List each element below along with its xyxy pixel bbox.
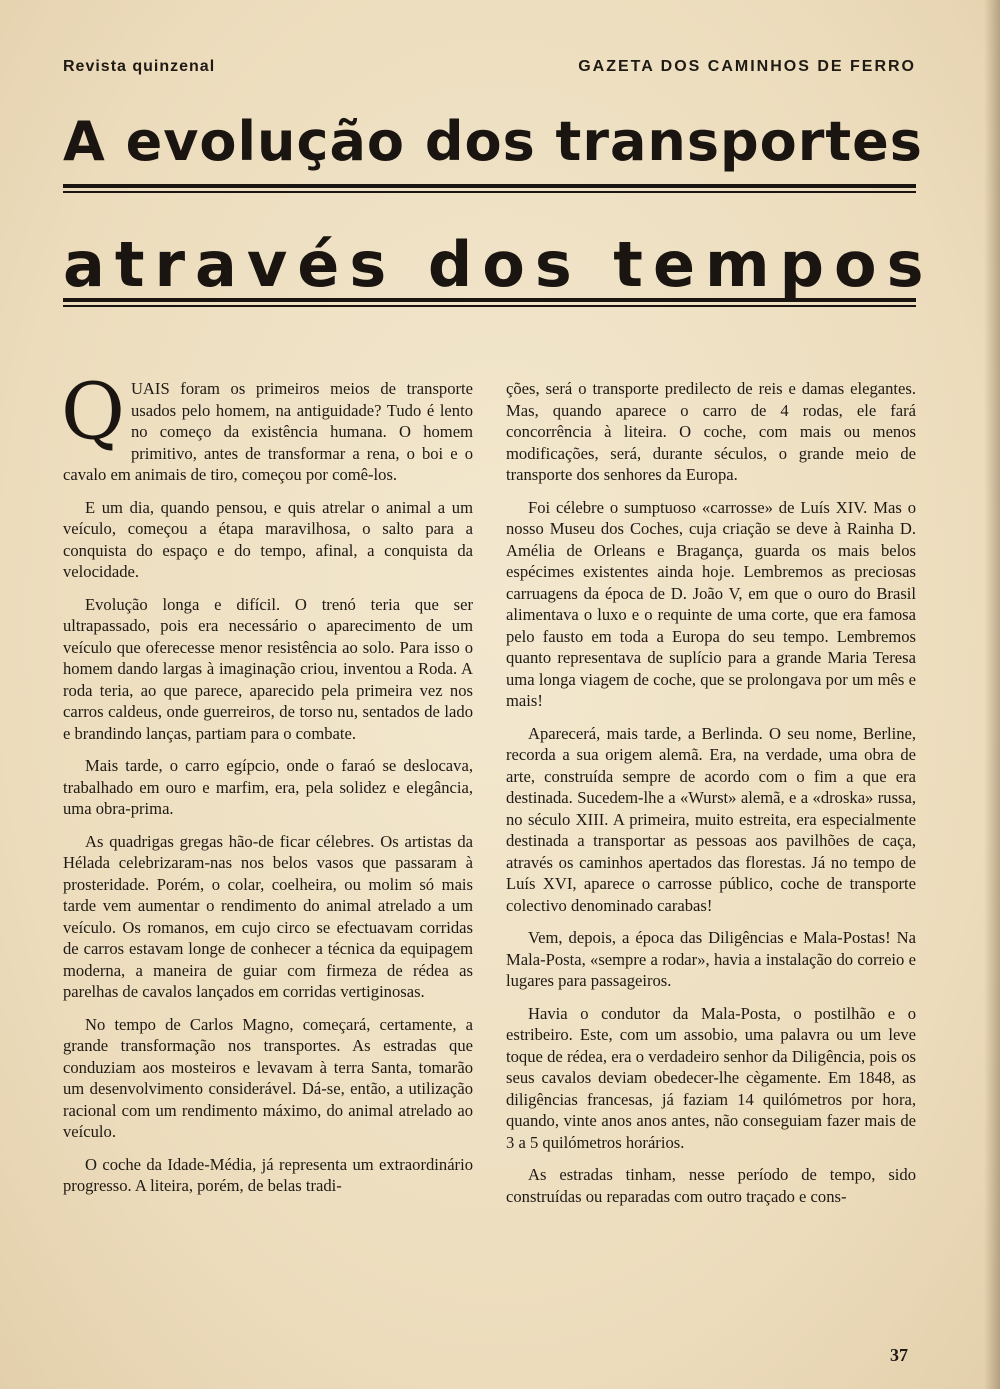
paragraph: Aparecerá, mais tarde, a Berlinda. O seu nome, Berline, recorda a sua origem alemã. Era, na verdade, uma obra de arte, construída sempre de acordo com o fim a que era destinada. Sucedem-lhe a «Wurst» alemã, e a «droska» russa, no século XIII. A primeira, muito estreita, era especialmente destinada a transportar as pessoas aos pavilhões de caça, através os caminhos apertados das florestas. Já no tempo de Luís XVI, aparece o carrosse público, coche de transporte colectivo denominado carabas! (506, 723, 916, 915)
paragraph: Mais tarde, o carro egípcio, onde o faraó se deslocava, trabalhado em ouro e marfim, era, pela solidez e elegância, uma obra-prima. (63, 756, 473, 818)
paragraph: E um dia, quando pensou, e quis atrelar o animal a um veículo, começou a étapa maravilhosa, o salto para a conquista do espaço e do tempo, afinal, a conquista da velocidade. (63, 497, 473, 581)
paragraph: As estradas tinham, nesse período de tempo, sido construídas ou reparadas com outro traçado e cons- (506, 1165, 916, 1206)
paragraph: ções, será o transporte predilecto de reis e damas elegantes. Mas, quando aparece o carro de 4 rodas, ele fará concorrência à liteira. O coche, com mais ou menos modificações, será, durante séculos, o grande meio de transporte dos senhores da Europa. (506, 379, 916, 484)
header-periodicity: Revista quinzenal (63, 58, 216, 75)
paragraph: Foi célebre o sumptuoso «carrosse» de Luís XIV. Mas o nosso Museu dos Coches, cuja criação se deve à Rainha D. Amélia de Orleans e Bragança, guarda os mais belos espécimes existentes ainda hoje. Lembremos as preciosas carruagens da época de D. João V, em que o ouro do Brasil alimentava o luxo e o requinte de uma corte, que era famosa pelo fausto em toda a Europa do seu tempo. Lembremos quanto representava de suplício para a grande Maria Teresa uma longa viagem de coche, que se prolongava por um mês e mais! (506, 497, 916, 710)
article-title-line-2: através dos tempos (63, 228, 934, 301)
title-rule-bottom (63, 298, 916, 307)
right-column (506, 378, 916, 1218)
paragraph: Vem, depois, a época das Diligências e Mala-Postas! Na Mala-Posta, «sempre a rodar», havia a instalação do correio e lugares para passageiros. (506, 928, 916, 990)
paragraph: O coche da Idade-Média, já representa um extraordinário progresso. A liteira, porém, de belas tradi- (63, 1154, 473, 1195)
paragraph: As quadrigas gregas hão-de ficar célebres. Os artistas da Hélada celebrizaram-nas nos belos vasos que passaram à prosteridade. Porém, o colar, coelheira, ou molim só mais tarde vem aumentar o rendimento do animal atrelado a um veículo. Os romanos, em cujo circo se efectuavam corridas de carros estavam longe de conhecer a técnica da equipagem moderna, a maneira de guiar com firmeza de rédea as parelhas de cavalos lançados em corridas vertiginosas. (63, 831, 473, 1001)
paragraph: QUAIS foram os primeiros meios de transporte usados pelo homem, na antiguidade? Tudo é lento no começo da existência humana. O homem primitivo, antes de transformar a rena, o boi e o cavalo em animais de tiro, começou por comê-los. (61, 367, 473, 484)
left-column (61, 367, 473, 1208)
article-title-line-1: A evolução dos transportes (63, 110, 923, 173)
page-edge-shadow (984, 0, 1000, 1389)
page-number: 37 (890, 1345, 908, 1365)
title-rule-top (63, 184, 916, 193)
running-header (63, 58, 916, 80)
paragraph: No tempo de Carlos Magno, começará, certamente, a grande transformação nos transportes. As estradas que conduziam aos mosteiros e levavam à terra Santa, tomarão um desenvolvimento considerável. Dá-se, então, a utilização racional com um rendimento máximo, do animal atrelado ao veículo. (63, 1014, 473, 1141)
header-publication-name: GAZETA DOS CAMINHOS DE FERRO (578, 58, 916, 75)
paragraph: Evolução longa e difícil. O trenó teria que ser ultrapassado, pois era necessário o aparecimento de um veículo que oferecesse menor resistência ao solo. Para isso o homem dando largas à imaginação criou, inventou a Roda. A roda teria, ao que parece, aparecido pela primeira vez nos carros caldeus, onde guerreiros, de torso nu, sentados de lado e brandindo lanças, partiam para o combate. (63, 594, 473, 743)
drop-cap: Q (61, 367, 125, 457)
paragraph: Havia o condutor da Mala-Posta, o postilhão e o estribeiro. Este, com um assobio, uma palavra ou um leve toque de rédea, era o verdadeiro senhor da Diligência, pois os seus cavalos deviam obedecer-lhe cègamente. Em 1848, as diligências francesas, já faziam 14 quilómetros por hora, quando, vinte anos anos antes, não conseguiam fazer mais de 3 a 5 quilómetros horários. (506, 1003, 916, 1152)
